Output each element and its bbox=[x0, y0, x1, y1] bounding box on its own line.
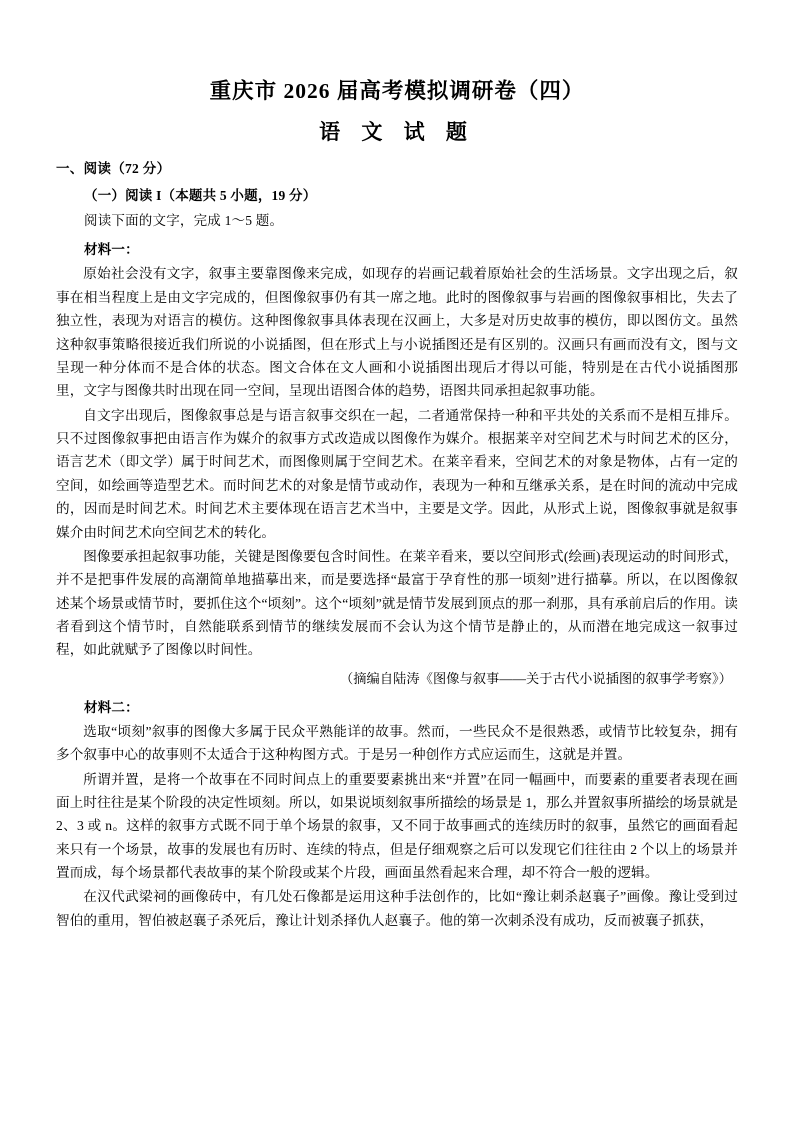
material-one-label: 材料一： bbox=[84, 242, 139, 258]
section-heading-reading: 一、阅读（72 分） bbox=[56, 161, 171, 177]
material-one-source: （摘编自陆涛《图像与叙事——关于古代小说插图的叙事学考察》） bbox=[339, 670, 732, 686]
material-one-paragraph: 图像要承担起叙事功能，关键是图像要包含时间性。在莱辛看来，要以空间形式(绘画)表现运动的时间形式，并不是把事件发展的高潮简单地描摹出来，而是要选择“最富于孕育性的那一顷刻”进行描摹。所以，在以图像叙述某个场景或情节时，要抓住这个“顷刻”。这个“顷刻”就是情节发展到顶点的那一刹那，具有承前启后的作用。读者看到这个情节时，自然能联系到情节的继续发展而不会认为这个情节是静止的，从而潜在地完成这一叙事过程，如此就赋予了图像以时间性。 bbox=[56, 548, 738, 658]
reading-instruction: 阅读下面的文字，完成 1～5 题。 bbox=[84, 213, 284, 229]
material-two-paragraph: 所谓并置，是将一个故事在不同时间点上的重要要素挑出来“并置”在同一幅画中，而要素的重要者表现在画面上时往往是某个阶段的决定性顷刻。所以，如果说顷刻叙事所描绘的场景是 1，那么并置叙事所描绘的场景就是 2、3 或 n。这样的叙事方式既不同于单个场景的叙事，又不同于故事画式的连续历时的叙事，虽然它的画面看起来只有一个场景，故事的发展也有历时、连续的特点，但是仔细观察之后可以发现它们往往由 2 个以上的场景并置而成，每个场景都代表故事的某个阶段或某个片段，画面虽然看起来合理，却不符合一般的逻辑。 bbox=[56, 771, 738, 881]
subsection-heading-reading-one: （一）阅读 I（本题共 5 小题，19 分） bbox=[84, 188, 317, 204]
page-subtitle: 语 文 试 题 bbox=[319, 120, 475, 145]
material-one-paragraph: 自文字出现后，图像叙事总是与语言叙事交织在一起，二者通常保持一种和平共处的关系而不是相互排斥。只不过图像叙事把由语言作为媒介的叙事方式改造成以图像作为媒介。根据莱辛对空间艺术与时间艺术的区分，语言艺术（即文学）属于时间艺术，而图像则属于空间艺术。在莱辛看来，空间艺术的对象是物体，占有一定的空间，如绘画等造型艺术。而时间艺术的对象是情节或动作，表现为一种和互继承关系，是在时间的流动中完成的，因而是时间艺术。时间艺术主要体现在语言艺术当中，主要是文学。因此，从形式上说，图像叙事就是叙事媒介由时间艺术向空间艺术的转化。 bbox=[56, 407, 738, 540]
material-two-paragraph: 在汉代武梁祠的画像砖中，有几处石像都是运用这种手法创作的，比如“豫让刺杀赵襄子”画像。豫让受到过智伯的重用，智伯被赵襄子杀死后，豫让计划杀择仇人赵襄子。他的第一次刺杀没有成功，反而被襄子抓获， bbox=[56, 889, 738, 928]
material-two-label: 材料二： bbox=[84, 699, 139, 715]
material-one-paragraph: 原始社会没有文字，叙事主要靠图像来完成，如现存的岩画记载着原始社会的生活场景。文字出现之后，叙事在相当程度上是由文字完成的，但图像叙事仍有其一席之地。此时的图像叙事与岩画的图像叙事相比，失去了独立性，表现为对语言的模仿。这种图像叙事具体表现在汉画上，大多是对历史故事的模仿，即以图仿文。虽然这种叙事策略很接近我们所说的小说插图，但在形式上与小说插图还是有区别的。汉画只有画而没有文，图与文呈现一种分体而不是合体的状态。图文合体在文人画和小说插图出现后才得以可能，特别是在古代小说插图那里，文字与图像共时出现在同一空间，呈现出语图合体的趋势，语图共同承担起叙事功能。 bbox=[56, 266, 738, 399]
page-title: 重庆市 2026 届高考模拟调研卷（四） bbox=[209, 79, 585, 103]
material-two-paragraph: 选取“顷刻”叙事的图像大多属于民众平熟能详的故事。然而，一些民众不是很熟悉，或情节比较复杂，拥有多个叙事中心的故事则不太适合于这种构图方式。于是另一种创作方式应运而生，这就是并置。 bbox=[56, 723, 738, 763]
